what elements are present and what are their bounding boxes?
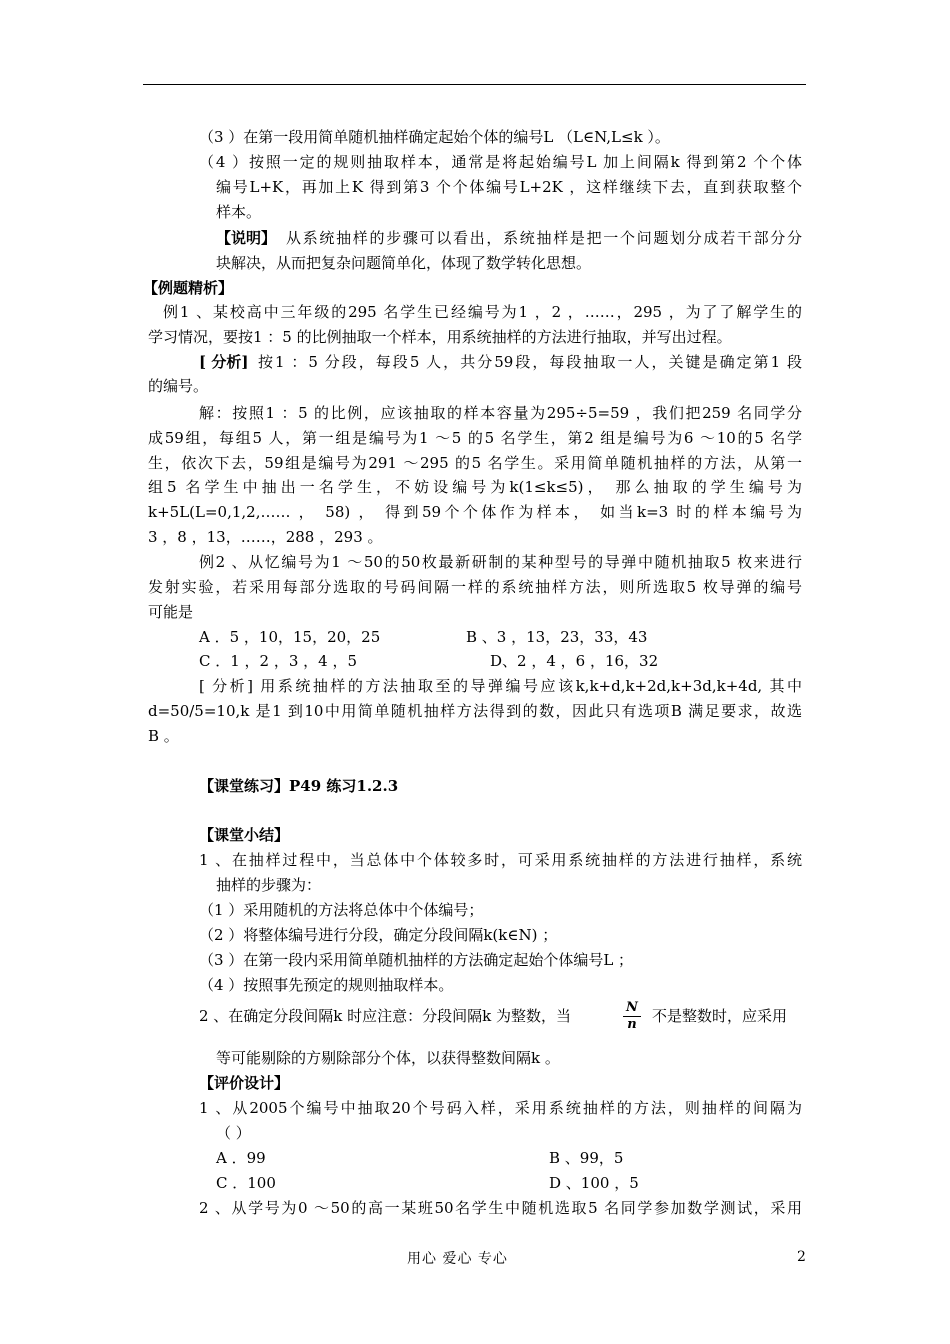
summary-2-line-1b: 不是整数时，应采用 [652, 1007, 788, 1025]
page-footer: 用心 爱心 专心 [407, 1251, 508, 1267]
analysis-2-line-1: [ 分析] 用系统抽样的方法抽取至的导弹编号应该k,k+d,k+2d,k+3d,k+4d, 其中 [199, 677, 802, 695]
class-practice-heading: 【课堂练习】P49 练习1.2.3 [199, 777, 399, 795]
step-4-line-3: 样本。 [216, 203, 262, 221]
example-1-line-1: 例1 、某校高中三年级的295 名学生已经编号为1 ，2 ，……，295 ，为了了解学生的 [163, 303, 802, 321]
step-3-line: （3 ）在第一段用简单随机抽样确定起始个体的编号L （L∈N,L≤k ）。 [199, 128, 670, 146]
section-example-heading: 【例题精析】 [143, 279, 234, 297]
note-line-2: 块解决，从而把复杂问题简单化，体现了数学转化思想。 [216, 254, 592, 272]
eval-option-d: D 、100 ，5 [549, 1174, 639, 1192]
option-c: C ．1 ，2 ，3 ，4 ，5 [199, 652, 358, 670]
eval-option-c: C ．100 [216, 1174, 276, 1192]
analysis-label: [ 分析] [199, 353, 249, 371]
summary-step-4: （4 ）按照事先预定的规则抽取样本。 [199, 976, 454, 994]
fraction-n-over-n [623, 1001, 641, 1032]
fraction-denominator: n [627, 1017, 637, 1032]
solution-line-5: k+5L(L=0,1,2,…… ， 58) ， 得到59个个体作为样本， 如当k=3 时的样本编号为 [148, 503, 802, 521]
analysis-2-line-3: B 。 [148, 727, 179, 745]
eval-1-line-1: 1 、从2005个编号中抽取20个号码入样，采用系统抽样的方法，则抽样的间隔为 [199, 1099, 802, 1117]
solution-line-4: 组5 名学生中抽出一名学生，不妨设编号为k(1≤k≤5)， 那么抽取的学生编号为 [148, 478, 802, 496]
note-label: 【说明】 [216, 229, 277, 247]
page-number: 2 [797, 1249, 806, 1265]
summary-1-line-2: 抽样的步骤为： [216, 876, 322, 894]
summary-1-line-1: 1 、在抽样过程中，当总体中个体较多时，可采用系统抽样的方法进行抽样，系统 [199, 851, 802, 869]
example-2-line-1: 例2 、从忆编号为1 ～50的50枚最新研制的某种型号的导弹中随机抽取5 枚来进行 [199, 553, 802, 571]
solution-line-2: 成59组，每组5 人，第一组是编号为1 ～5 的5 名学生，第2 组是编号为6 ～10的5 名学 [148, 429, 802, 447]
option-b: B 、3 ，13，23，33，43 [466, 628, 648, 646]
summary-step-3: （3 ）在第一段内采用简单随机抽样的方法确定起始个体编号L ； [199, 951, 634, 969]
option-a: A ．5 ，10，15，20，25 [199, 628, 381, 646]
note-line-1: 从系统抽样的步骤可以看出，系统抽样是把一个问题划分成若干部分分 [286, 229, 802, 247]
solution-line-3: 生，依次下去，59组是编号为291 ～295 的5 名学生。采用简单随机抽样的方法，从第一 [148, 454, 802, 472]
evaluation-heading: 【评价设计】 [199, 1074, 290, 1092]
eval-option-a: A ．99 [216, 1149, 266, 1167]
solution-line-1: 解：按照1 ：5 的比例，应该抽取的样本容量为295÷5=59 ，我们把259 名同学分 [199, 404, 802, 422]
option-d: D、2 ，4 ，6 ，16，32 [490, 652, 659, 670]
fraction-numerator: N [626, 1000, 638, 1015]
summary-2-line-2: 等可能剔除的方剔除部分个体，以获得整数间隔k 。 [216, 1049, 560, 1067]
example-2-line-2: 发射实验，若采用每部分选取的号码间隔一样的系统抽样方法，则所选取5 枚导弹的编号 [148, 578, 802, 596]
eval-option-b: B 、99，5 [549, 1149, 624, 1167]
step-4-line-2: 编号L+K，再加上K 得到第3 个个体编号L+2K ，这样继续下去，直到获取整个 [216, 178, 802, 196]
eval-2-line-1: 2 、从学号为0 ～50的高一某班50名学生中随机选取5 名同学参加数学测试，采用 [199, 1199, 802, 1217]
class-summary-heading: 【课堂小结】 [199, 826, 290, 844]
analysis-line-1: 按1 ：5 分段，每段5 人，共分59段，每段抽取一人，关键是确定第1 段 [258, 353, 802, 371]
summary-step-2: （2 ）将整体编号进行分段，确定分段间隔k(k∈N) ； [199, 926, 558, 944]
example-1-line-2: 学习情况，要按1 ：5 的比例抽取一个样本，用系统抽样的方法进行抽取，并写出过程。 [148, 328, 732, 346]
analysis-line-2: 的编号。 [148, 377, 209, 395]
header-rule [143, 84, 806, 85]
step-4-line-1: （4 ）按照一定的规则抽取样本，通常是将起始编号L 加上间隔k 得到第2 个个体 [199, 153, 802, 171]
summary-2-line-1a: 2 、在确定分段间隔k 时应注意：分段间隔k 为整数，当 [199, 1007, 572, 1025]
example-2-line-3: 可能是 [148, 603, 194, 621]
solution-line-6: 3 ，8 ，13，……，288 ，293 。 [148, 528, 383, 546]
eval-1-blank: （ ） [216, 1124, 251, 1142]
analysis-2-line-2: d=50/5=10,k 是1 到10中用简单随机抽样方法得到的数，因此只有选项B 满足要求，故选 [148, 702, 802, 720]
summary-step-1: （1 ）采用随机的方法将总体中个体编号； [199, 901, 484, 919]
